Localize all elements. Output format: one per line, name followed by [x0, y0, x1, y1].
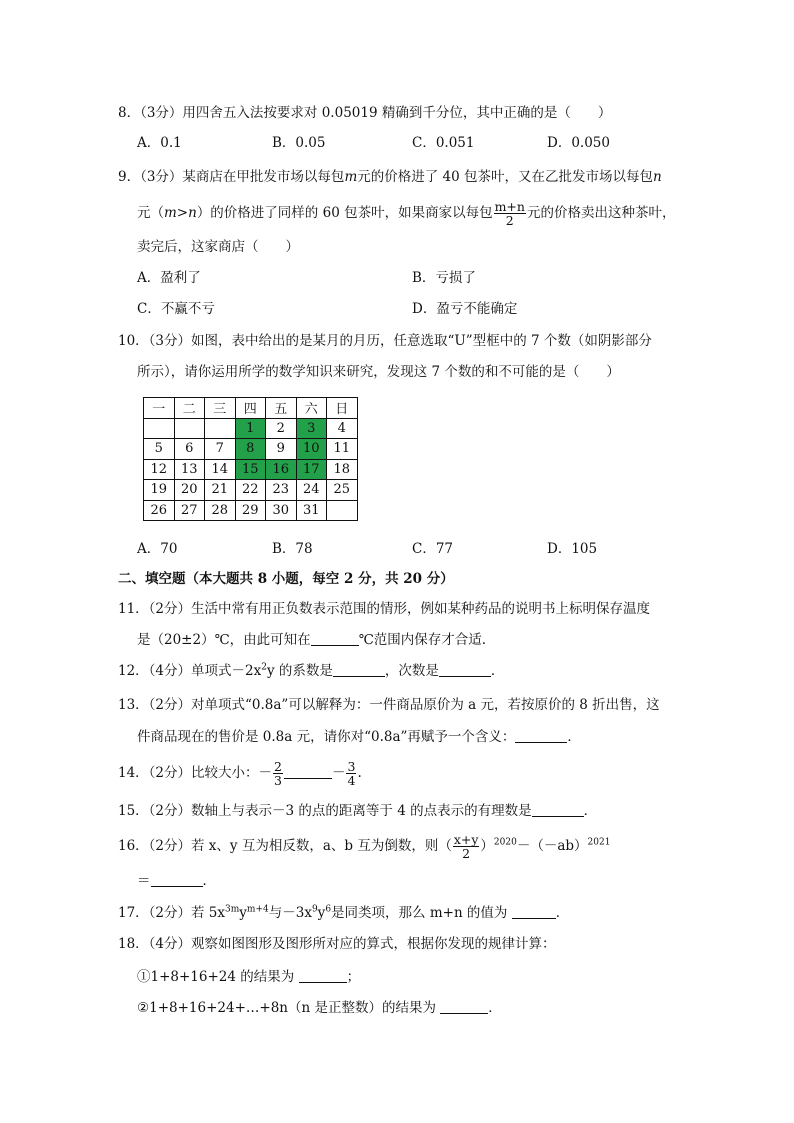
answer-blank[interactable]	[439, 662, 491, 677]
q15-text: ．	[583, 803, 598, 819]
calendar-cell: 29	[235, 500, 266, 521]
q14-line	[118, 760, 362, 787]
q14-num: 3	[347, 759, 356, 774]
q18-line1: 18．（4分）观察如图图形及图形所对应的算式，根据你发现的规律计算：	[118, 936, 556, 952]
calendar-cell	[327, 500, 358, 521]
calendar-cell: 25	[327, 480, 358, 501]
calendar-header: 四	[235, 398, 266, 419]
q9-option-c: C．不赢不亏	[137, 301, 215, 317]
calendar-cell: 9	[266, 439, 297, 460]
q17-exponent: 6	[325, 904, 332, 915]
q17-exponent: 9	[311, 904, 318, 915]
q16-exponent: 2021	[587, 837, 611, 848]
calendar-cell	[144, 418, 175, 439]
calendar-cell: 27	[174, 500, 205, 521]
calendar-cell: 20	[174, 480, 205, 501]
q9-var-n: n	[653, 169, 662, 185]
calendar-cell: 7	[205, 439, 236, 460]
q10-option-a: A．70	[137, 541, 178, 557]
q18-text: ．	[488, 1000, 502, 1016]
q17-text: ．	[555, 905, 570, 921]
calendar-cell: 19	[144, 480, 175, 501]
q16-line2	[137, 871, 216, 891]
q16-frac-num: x+y	[453, 832, 479, 847]
calendar-cell: 31	[296, 500, 327, 521]
q9-text: 元的价格卖出这种茶叶，	[526, 205, 676, 221]
q9-text: 元（	[137, 205, 164, 221]
q9-option-b: B．亏损了	[412, 270, 476, 286]
calendar-cell-highlight: 17	[296, 459, 327, 480]
q16-text: ．	[202, 873, 216, 889]
q16-fraction	[453, 833, 480, 860]
calendar-row	[144, 439, 358, 460]
calendar-header: 二	[174, 398, 205, 419]
calendar-header: 三	[205, 398, 236, 419]
q9-condition: m>n	[164, 205, 197, 221]
calendar-cell: 21	[205, 480, 236, 501]
q11-line2	[137, 630, 486, 650]
calendar-row	[144, 500, 358, 521]
q14-text: .	[357, 765, 362, 781]
q17-text: 17．（2分）若 5x	[118, 905, 226, 921]
q9-var-m: m	[344, 169, 358, 185]
q17-line	[118, 903, 569, 923]
q18-text: ；	[346, 969, 361, 985]
calendar-header-row	[144, 398, 358, 419]
q9-option-d: D．盈亏不能确定	[412, 301, 518, 317]
q14-num: 2	[274, 759, 282, 774]
q16-text: －（－ab）	[516, 838, 588, 854]
calendar-cell: 23	[266, 480, 297, 501]
q17-text: 是同类项，那么 m+n 的值为	[331, 905, 508, 921]
q10-line1: 10．（3分）如图，表中给出的是某月的月历，任意选取“U”型框中的 7 个数（如阴影部分	[118, 333, 652, 349]
calendar-cell: 14	[205, 459, 236, 480]
q14-den: 3	[274, 773, 282, 788]
calendar-cell: 4	[327, 418, 358, 439]
answer-blank[interactable]	[440, 999, 488, 1014]
calendar-cell: 22	[235, 480, 266, 501]
q12-text: 12．（4分）单项式－2x	[118, 663, 262, 679]
q9-fraction	[494, 200, 526, 227]
q16-frac-den: 2	[462, 846, 471, 861]
q10-option-b: B．78	[272, 541, 313, 557]
answer-blank[interactable]	[515, 728, 567, 743]
calendar-cell-highlight: 1	[235, 418, 266, 439]
q13-line2	[137, 727, 581, 747]
answer-blank[interactable]	[512, 904, 556, 919]
q11-text: 是（20±2）℃，由此可知在	[137, 632, 311, 648]
calendar-header: 五	[266, 398, 297, 419]
q9-option-a: A．盈利了	[137, 270, 201, 286]
q18-sub2	[137, 998, 502, 1018]
calendar-row	[144, 459, 358, 480]
q11-text: ℃范围内保存才合适.	[358, 632, 487, 648]
q9-frac-den: 2	[505, 213, 514, 228]
calendar-cell-highlight: 8	[235, 439, 266, 460]
q18-text: ①1+8+16+24 的结果为	[137, 969, 295, 985]
q12-line	[118, 661, 504, 681]
calendar-cell-highlight: 3	[296, 418, 327, 439]
q9-text: 元的价格进了 40 包茶叶，又在乙批发市场以每包	[357, 169, 654, 185]
calendar-row	[144, 480, 358, 501]
q8-option-d: D．0.050	[547, 135, 610, 151]
calendar-cell: 5	[144, 439, 175, 460]
q18-text: ②1+8+16+24+…+8n（n 是正整数）的结果为	[137, 1000, 436, 1016]
calendar-cell	[174, 418, 205, 439]
q16-line1	[118, 833, 610, 860]
calendar-header: 一	[144, 398, 175, 419]
q16-exponent: 2020	[493, 837, 517, 848]
q12-text: ．	[490, 663, 505, 679]
answer-blank[interactable]	[299, 968, 347, 983]
calendar-cell: 26	[144, 500, 175, 521]
answer-blank[interactable]	[311, 631, 359, 646]
q13-text: ．	[567, 729, 581, 745]
q13-text: 件商品现在的售价是 0.8a 元，请你对“0.8a”再赋予一个含义：	[137, 729, 516, 745]
q16-text: 16．（2分）若 x、y 互为相反数，a、b 互为倒数，则（	[118, 838, 452, 854]
q8-stem: 8．（3分）用四舍五入法按要求对 0.05019 精确到千分位，其中正确的是（ ）	[118, 105, 612, 121]
q16-text: ＝	[137, 873, 151, 889]
calendar-header: 日	[327, 398, 358, 419]
q17-exponent: m+4	[246, 904, 269, 915]
q10-option-d: D．105	[547, 541, 598, 557]
q13-line1: 13．（2分）对单项式“0.8a”可以解释为：一件商品原价为 a 元，若按原价的 8 折出售，这	[118, 697, 660, 713]
q14-text: －	[331, 765, 346, 781]
calendar-row	[144, 418, 358, 439]
answer-blank[interactable]	[333, 662, 385, 677]
calendar-cell-highlight: 15	[235, 459, 266, 480]
calendar-cell-highlight: 10	[296, 439, 327, 460]
calendar-cell: 11	[327, 439, 358, 460]
q8-option-a: A．0.1	[137, 135, 182, 151]
calendar-cell: 6	[174, 439, 205, 460]
section-heading: 二、填空题（本大题共 8 小题，每空 2 分，共 20 分）	[118, 571, 454, 587]
q14-fraction-2	[346, 760, 356, 787]
calendar-cell: 18	[327, 459, 358, 480]
q9-text: 9．（3分）某商店在甲批发市场以每包	[118, 169, 345, 185]
q12-exponent: 2	[261, 662, 267, 673]
q9-line2	[137, 200, 675, 227]
q18-sub1	[137, 967, 360, 987]
calendar-cell-highlight: 16	[266, 459, 297, 480]
calendar-cell	[205, 418, 236, 439]
q14-den: 4	[347, 773, 356, 788]
q15-text: 15．（2分）数轴上与表示－3 的点的距离等于 4 的点表示的有理数是	[118, 803, 532, 819]
q9-text: ）的价格进了同样的 60 包茶叶，如果商家以每包	[196, 205, 493, 221]
q14-fraction-1	[273, 760, 283, 787]
answer-blank[interactable]	[284, 764, 332, 779]
q16-text: ）	[480, 838, 494, 854]
calendar-table	[143, 397, 358, 521]
answer-blank[interactable]	[532, 802, 584, 817]
calendar-cell: 28	[205, 500, 236, 521]
q17-text: 与－3x	[268, 905, 312, 921]
calendar-cell: 2	[266, 418, 297, 439]
calendar-header: 六	[296, 398, 327, 419]
q9-frac-num: m+n	[494, 199, 525, 214]
q8-option-c: C．0.051	[412, 135, 475, 151]
q17-exponent: 3m	[225, 904, 240, 915]
calendar-cell: 12	[144, 459, 175, 480]
q9-line3: 卖完后，这家商店（ ）	[137, 239, 299, 255]
q10-option-c: C．77	[412, 541, 454, 557]
q8-option-b: B．0.05	[272, 135, 326, 151]
q12-text: ，次数是	[384, 663, 439, 679]
q17-text: y	[239, 905, 247, 921]
q14-text: 14．（2分）比较大小：－	[118, 765, 273, 781]
q11-line1: 11．（2分）生活中常有用正负数表示范围的情形，例如某种药品的说明书上标明保存温度	[118, 601, 651, 617]
q9-line1	[118, 167, 662, 187]
q10-line2: 所示），请你运用所学的数学知识来研究，发现这 7 个数的和不可能的是（ ）	[137, 364, 620, 380]
q17-text: y	[317, 905, 326, 921]
answer-blank[interactable]	[151, 872, 203, 887]
q15-line	[118, 801, 597, 821]
calendar-cell: 13	[174, 459, 205, 480]
calendar-cell: 30	[266, 500, 297, 521]
q12-text: y 的系数是	[266, 663, 333, 679]
calendar-cell: 24	[296, 480, 327, 501]
